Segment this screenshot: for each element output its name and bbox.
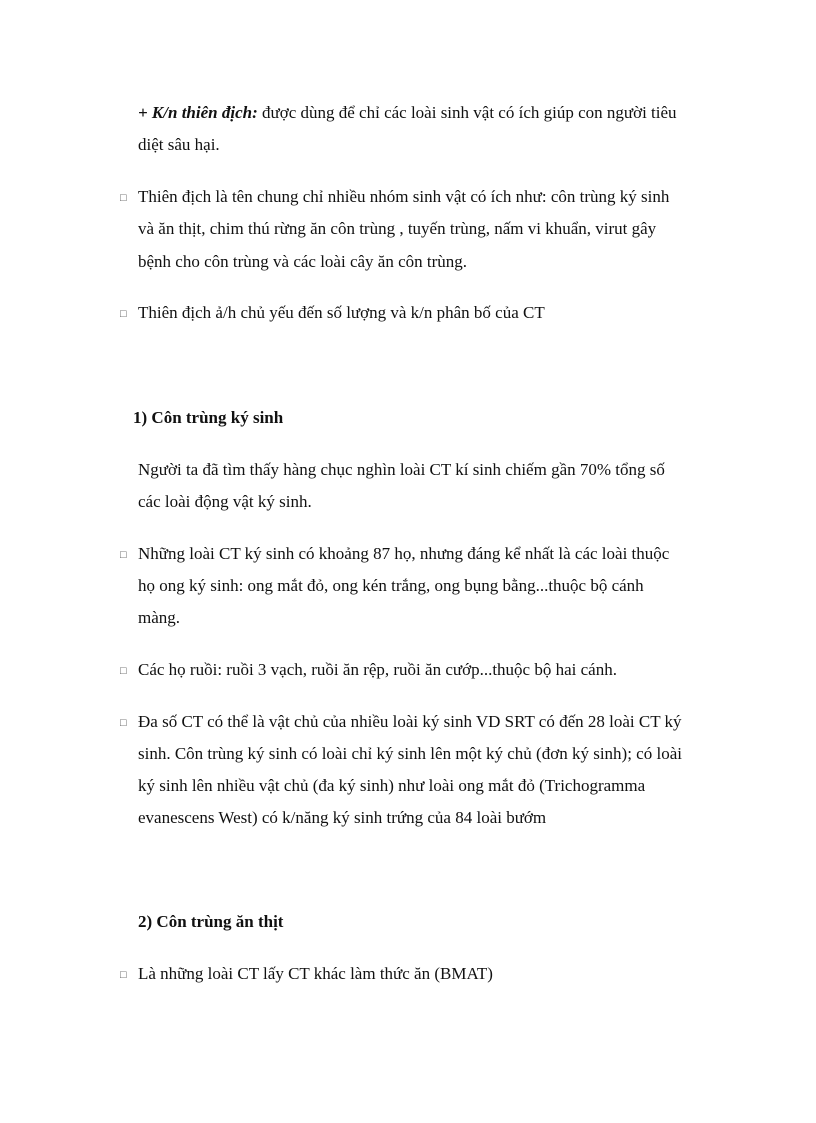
section-1-heading: 1) Côn trùng ký sinh — [133, 408, 284, 427]
intro-bullet-2-line-1: Thiên địch ả/h chủ yếu đến số lượng và k/n phân bố của CT — [138, 303, 545, 322]
definition-line-2: diệt sâu hại. — [138, 135, 220, 154]
section-1-bullet-1-line-2: họ ong ký sinh: ong mắt đỏ, ong kén trắng, ong bụng bằng...thuộc bộ cánh — [138, 576, 644, 595]
definition-lead: + K/n thiên địch: — [138, 103, 258, 122]
definition-line-1 — [138, 103, 677, 123]
bullet-icon: □ — [120, 308, 127, 320]
section-1-bullet-3-line-4: evanescens West) có k/năng ký sinh trứng của 84 loài bướm — [138, 808, 547, 827]
section-1-bullet-3-line-2: sinh. Côn trùng ký sinh có loài chỉ ký sinh lên một ký chủ (đơn ký sinh); có loài — [138, 744, 682, 763]
bullet-icon: □ — [120, 192, 127, 204]
section-1-bullet-3-line-3: ký sinh lên nhiều vật chủ (đa ký sinh) như loài ong mắt đỏ (Trichogramma — [138, 776, 646, 795]
section-2-heading: 2) Côn trùng ăn thịt — [138, 912, 284, 931]
definition-text: được dùng để chỉ các loài sinh vật có ích giúp con người tiêu — [257, 103, 677, 122]
intro-bullet-1-line-2: và ăn thịt, chim thú rừng ăn côn trùng , tuyến trùng, nấm vi khuẩn, virut gây — [138, 219, 657, 238]
section-1-paragraph-line-2: các loài động vật ký sinh. — [138, 492, 312, 511]
section-2-bullet-1-line-1: Là những loài CT lấy CT khác làm thức ăn (BMAT) — [138, 964, 493, 983]
intro-bullet-1-line-1: Thiên địch là tên chung chỉ nhiều nhóm sinh vật có ích như: côn trùng ký sinh — [138, 187, 670, 206]
intro-bullet-1-line-3: bệnh cho côn trùng và các loài cây ăn côn trùng. — [138, 252, 468, 271]
bullet-icon: □ — [120, 665, 127, 677]
bullet-icon: □ — [120, 717, 127, 729]
section-1-bullet-1-line-3: màng. — [138, 608, 181, 627]
section-1-bullet-1-line-1: Những loài CT ký sinh có khoảng 87 họ, nhưng đáng kể nhất là các loài thuộc — [138, 544, 670, 563]
bullet-icon: □ — [120, 969, 127, 981]
bullet-icon: □ — [120, 549, 127, 561]
section-1-bullet-3-line-1: Đa số CT có thể là vật chủ của nhiều loài ký sinh VD SRT có đến 28 loài CT ký — [138, 712, 682, 731]
section-1-bullet-2-line-1: Các họ ruồi: ruồi 3 vạch, ruồi ăn rệp, ruồi ăn cướp...thuộc bộ hai cánh. — [138, 660, 617, 679]
section-1-paragraph-line-1: Người ta đã tìm thấy hàng chục nghìn loài CT kí sinh chiếm gần 70% tổng số — [138, 460, 665, 479]
